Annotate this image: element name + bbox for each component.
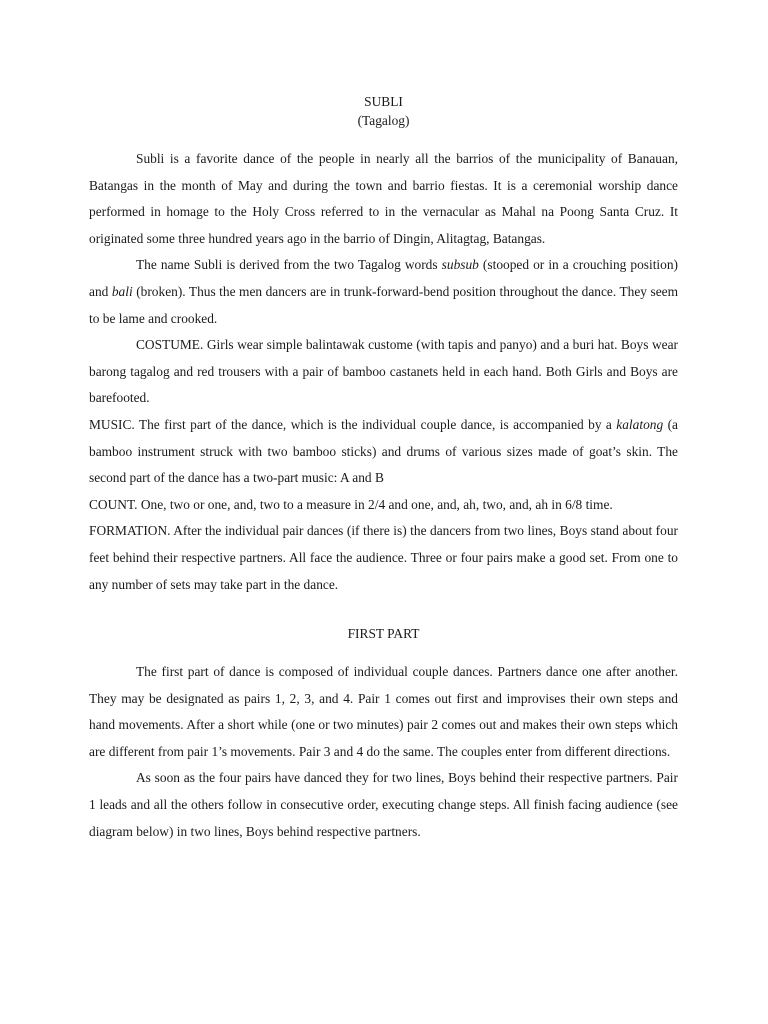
first-part-paragraph-1: The first part of dance is composed of individual couple dances. Partners dance one after another. They may be designated as pairs 1, 2, 3, and 4. Pair 1 comes out first and improvises their own steps and hand movements. After a short while (one or two minutes) pair 2 comes out and makes their own steps which are different from pair 1’s movements. Pair 3 and 4 do the same. The couples enter from different directions. [89, 664, 678, 759]
term-subsub: subsub [441, 257, 479, 273]
term-bali: bali [111, 283, 133, 299]
name-origin-text-2: (stooped or in a crouching position) and [89, 257, 678, 299]
name-origin-text-3: (broken). Thus the men dancers are in trunk-forward-bend position throughout the dance. They seem to be lame and crooked. [89, 283, 678, 326]
music-text-2: (a bamboo instrument struck with two bamboo sticks) and drums of various sizes made of goat’s skin. The second part of the dance has a two-part music: A and B [89, 416, 678, 486]
document-page [89, 92, 678, 845]
term-kalatong: kalatong [616, 416, 664, 432]
intro-paragraph: Subli is a favorite dance of the people in nearly all the barrios of the municipality of Banauan, Batangas in the month of May and during the town and barrio fiestas. It is a ceremonial worship dance performed in homage to the Holy Cross referred to in the vernacular as Mahal na Poong Santa Cruz. It originated some three hundred years ago in the barrio of Dingin, Alitagtag, Batangas. [89, 151, 678, 246]
first-part-heading: FIRST PART [347, 626, 420, 642]
name-origin-text-1: The name Subli is derived from the two Tagalog words [136, 257, 442, 273]
document-subtitle: (Tagalog) [357, 113, 410, 128]
music-paragraph [89, 412, 678, 492]
first-part-paragraph-2: As soon as the four pairs have danced they for two lines, Boys behind their respective partners. Pair 1 leads and all the others follow in consecutive order, executing change steps. All finish facing audience (see diagram below) in two lines, Boys behind respective partners. [89, 770, 678, 839]
document-title: SUBLI [364, 94, 403, 109]
music-text-1: MUSIC. The first part of the dance, which is the individual couple dance, is accompanied by a [89, 416, 617, 432]
formation-paragraph: FORMATION. After the individual pair dances (if there is) the dancers from two lines, Boys stand about four feet behind their respective partners. All face the audience. Three or four pairs make a good set. From one to any number of sets may take part in the dance. [89, 523, 678, 592]
count-paragraph: COUNT. One, two or one, and, two to a measure in 2/4 and one, and, ah, two, and, ah in 6/8 time. [89, 496, 613, 512]
name-origin-paragraph [89, 252, 678, 332]
costume-paragraph: COSTUME. Girls wear simple balintawak custome (with tapis and panyo) and a buri hat. Boys wear barong tagalog and red trousers with a pair of bamboo castanets held in each hand. Both Girls and Boys are barefooted. [89, 337, 678, 406]
